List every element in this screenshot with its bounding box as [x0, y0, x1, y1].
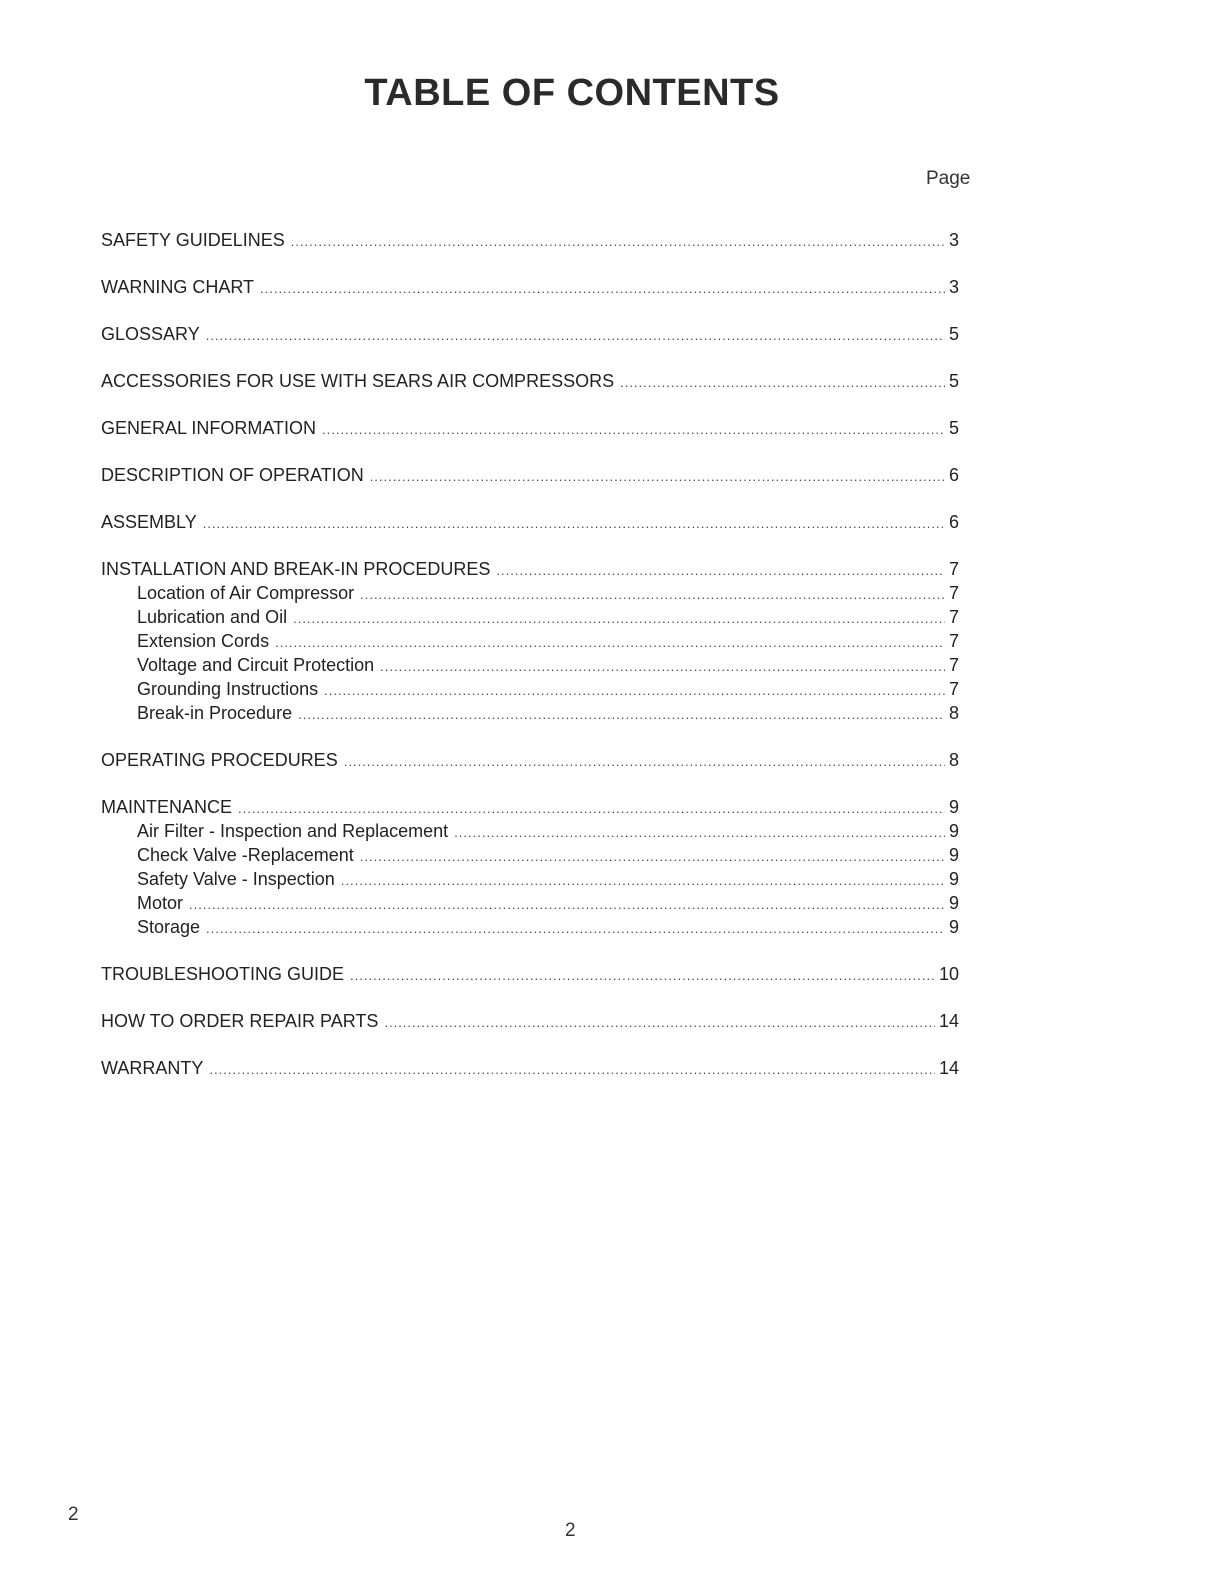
toc-subentry-page: 7 — [948, 631, 959, 651]
toc-subentry-label: Grounding Instructions — [137, 679, 319, 699]
toc-section — [101, 1056, 959, 1080]
toc-entry-page: 9 — [948, 797, 959, 817]
footer-page-number-left: 2 — [68, 1504, 79, 1525]
toc-subentry-page: 9 — [948, 893, 959, 913]
toc-entry-page: 14 — [938, 1058, 959, 1078]
toc-entry[interactable] — [101, 463, 959, 487]
toc-section — [101, 463, 959, 487]
toc-entry[interactable] — [101, 322, 959, 346]
toc-subentry-page: 7 — [948, 607, 959, 627]
dot-leader — [324, 679, 945, 703]
toc-section — [101, 228, 959, 252]
toc-subentry-page: 7 — [948, 655, 959, 675]
toc-entry-label: OPERATING PROCEDURES — [101, 750, 338, 770]
toc-subentry[interactable] — [101, 677, 959, 701]
dot-leader — [620, 371, 945, 395]
toc-subentry-page: 8 — [948, 703, 959, 723]
toc-subentry[interactable] — [101, 819, 959, 843]
toc-subentry-page: 9 — [948, 917, 959, 937]
dot-leader — [360, 845, 945, 869]
toc-entry-label: WARRANTY — [101, 1058, 204, 1078]
dot-leader — [380, 655, 945, 679]
toc-subentry-page: 9 — [948, 821, 959, 841]
toc-subentry-page: 7 — [948, 679, 959, 699]
toc-entry-label: GLOSSARY — [101, 324, 200, 344]
toc-subentry[interactable] — [101, 915, 959, 939]
toc-subentry[interactable] — [101, 891, 959, 915]
toc-subentry[interactable] — [101, 629, 959, 653]
dot-leader — [298, 703, 945, 727]
toc-entry-page: 10 — [938, 964, 959, 984]
dot-leader — [344, 750, 945, 774]
toc-subentry-label: Voltage and Circuit Protection — [137, 655, 375, 675]
toc-entry-page: 5 — [948, 418, 959, 438]
toc-entry-page: 3 — [948, 230, 959, 250]
toc-entry-page: 7 — [948, 559, 959, 579]
toc-entry-page: 8 — [948, 750, 959, 770]
dot-leader — [206, 917, 945, 941]
toc-subentry-label: Lubrication and Oil — [137, 607, 288, 627]
toc-subentry-label: Safety Valve - Inspection — [137, 869, 335, 889]
toc-entry-page: 6 — [948, 512, 959, 532]
footer-page-number-center: 2 — [565, 1520, 576, 1541]
toc-entry-page: 6 — [948, 465, 959, 485]
toc-section — [101, 557, 959, 725]
toc-subentry-label: Location of Air Compressor — [137, 583, 355, 603]
toc-entry-label: SAFETY GUIDELINES — [101, 230, 285, 250]
toc-entry-page: 3 — [948, 277, 959, 297]
page-column-label: Page — [926, 168, 971, 189]
toc-subentry-label: Air Filter - Inspection and Replacement — [137, 821, 449, 841]
toc-section — [101, 962, 959, 986]
toc-entry[interactable] — [101, 557, 959, 581]
dot-leader — [260, 277, 945, 301]
toc-entry[interactable] — [101, 369, 959, 393]
toc-subentry-label: Check Valve -Replacement — [137, 845, 354, 865]
toc-subentry[interactable] — [101, 867, 959, 891]
toc-entry-label: HOW TO ORDER REPAIR PARTS — [101, 1011, 379, 1031]
toc-section — [101, 1009, 959, 1033]
toc-section — [101, 748, 959, 772]
dot-leader — [322, 418, 945, 442]
toc-section — [101, 416, 959, 440]
toc-subentry-page: 7 — [948, 583, 959, 603]
dot-leader — [189, 893, 945, 917]
toc-entry-label: WARNING CHART — [101, 277, 254, 297]
dot-leader — [275, 631, 945, 655]
toc-entry[interactable] — [101, 962, 959, 986]
toc-entry[interactable] — [101, 795, 959, 819]
toc-entry[interactable] — [101, 228, 959, 252]
dot-leader — [350, 964, 935, 988]
dot-leader — [238, 797, 945, 821]
dot-leader — [291, 230, 945, 254]
dot-leader — [496, 559, 945, 583]
toc-subentry-label: Break-in Procedure — [137, 703, 293, 723]
dot-leader — [209, 1058, 935, 1082]
toc-entry-label: MAINTENANCE — [101, 797, 233, 817]
table-of-contents — [101, 228, 959, 1103]
toc-entry-label: DESCRIPTION OF OPERATION — [101, 465, 364, 485]
dot-leader — [454, 821, 945, 845]
dot-leader — [203, 512, 945, 536]
toc-subentry-label: Extension Cords — [137, 631, 270, 651]
toc-entry-label: ACCESSORIES FOR USE WITH SEARS AIR COMPRESSORS — [101, 371, 615, 391]
toc-entry[interactable] — [101, 748, 959, 772]
toc-section — [101, 275, 959, 299]
toc-subentry-label: Motor — [137, 893, 184, 913]
dot-leader — [384, 1011, 935, 1035]
toc-section — [101, 369, 959, 393]
toc-subentry[interactable] — [101, 605, 959, 629]
toc-section — [101, 322, 959, 346]
toc-entry-page: 5 — [948, 324, 959, 344]
toc-entry-label: GENERAL INFORMATION — [101, 418, 317, 438]
toc-subentry[interactable] — [101, 843, 959, 867]
toc-subentry[interactable] — [101, 581, 959, 605]
toc-entry-label: ASSEMBLY — [101, 512, 197, 532]
toc-entry-label: TROUBLESHOOTING GUIDE — [101, 964, 345, 984]
toc-subentry-label: Storage — [137, 917, 201, 937]
toc-section — [101, 795, 959, 939]
toc-subentry-page: 9 — [948, 845, 959, 865]
toc-entry[interactable] — [101, 416, 959, 440]
toc-entry[interactable] — [101, 1056, 959, 1080]
toc-entry-label: INSTALLATION AND BREAK-IN PROCEDURES — [101, 559, 491, 579]
dot-leader — [370, 465, 945, 489]
dot-leader — [360, 583, 945, 607]
toc-entry-page: 5 — [948, 371, 959, 391]
page-title: TABLE OF CONTENTS — [364, 72, 780, 114]
toc-subentry[interactable] — [101, 701, 959, 725]
dot-leader — [341, 869, 945, 893]
toc-entry[interactable] — [101, 510, 959, 534]
dot-leader — [293, 607, 945, 631]
toc-entry[interactable] — [101, 1009, 959, 1033]
dot-leader — [206, 324, 945, 348]
toc-subentry[interactable] — [101, 653, 959, 677]
toc-entry[interactable] — [101, 275, 959, 299]
toc-entry-page: 14 — [938, 1011, 959, 1031]
toc-section — [101, 510, 959, 534]
toc-subentry-page: 9 — [948, 869, 959, 889]
